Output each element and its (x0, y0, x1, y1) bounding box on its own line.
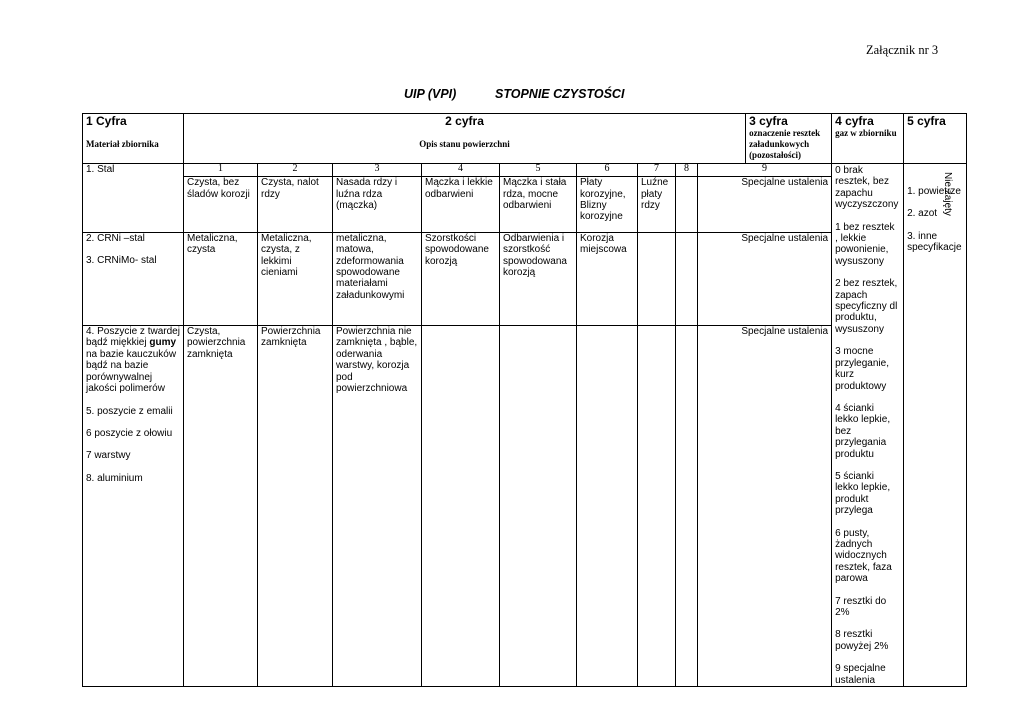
cell-3-4 (422, 326, 500, 687)
residue-7: 7 resztki do 2% (835, 595, 887, 618)
cleanliness-table (82, 113, 967, 687)
cell-2-3: metaliczna, matowa, zdeformowania spowodowane materiałami załadunkowymi (333, 232, 422, 325)
header-row (83, 114, 967, 164)
cell-1-7: Luźne płaty rdzy (638, 177, 676, 233)
c3-title: 3 cyfra (749, 114, 788, 128)
c1-subtitle: Materiał zbiornika (86, 139, 159, 149)
gas-3: 3. inne specyfikacje (907, 230, 962, 254)
cell-1-3: Nasada rdzy i luźna rdza (mączka) (333, 177, 422, 233)
cell-1-4: Mączka i lekkie odbarwieni (422, 177, 500, 233)
subnum: 2 (258, 164, 333, 177)
subnum: 8 (676, 164, 698, 177)
cell-3-7 (638, 326, 676, 687)
material-4-bold: gumy (149, 337, 177, 349)
cell-2-9: Specjalne ustalenia (698, 232, 832, 325)
cell-2-6: Korozja miejscowa (577, 232, 638, 325)
residue-5: 5 ścianki lekko lepkie, produkt przylega (835, 470, 891, 517)
subnum: 9 (698, 164, 832, 177)
header-cyfra-5 (904, 114, 967, 164)
subnum: 6 (577, 164, 638, 177)
cell-2-7 (638, 232, 676, 325)
residue-3: 3 mocne przyleganie, kurz produktowy (835, 346, 889, 392)
cell-2-4: Szorstkości spowodowane korozją (422, 232, 500, 325)
cell-3-1: Czysta, powierzchnia zamknięta (184, 326, 258, 687)
cell-3-9: Specjalne ustalenia (698, 326, 832, 687)
subnumber-row (83, 164, 967, 177)
cell-3-3: Powierzchnia nie zamknięta , bąble, oderwania warstwy, korozja pod powierzchniowa (333, 326, 422, 687)
material-7: 7 warstwy (86, 450, 131, 462)
cell-3-5 (500, 326, 577, 687)
cell-2-2: Metaliczna, czysta, z lekkimi cieniami (258, 232, 333, 325)
residue-4: 4 ścianki lekko lepkie, bez przylegania produktu (835, 402, 891, 460)
c2-title: 2 cyfra (445, 114, 484, 128)
c2-subtitle: Opis stanu powierzchni (419, 139, 510, 149)
material-crnimo: 3. CRNiMo- stal (86, 255, 157, 267)
material-crni-cell (83, 232, 184, 325)
material-stal: 1. Stal (83, 164, 184, 233)
subnum: 5 (500, 164, 577, 177)
material-crni: 2. CRNi –stal (86, 232, 145, 244)
residue-2: 2 bez resztek, zapach specyficzny dl produktu, wysuszony (835, 278, 898, 335)
not-used-label: Nie zajęty (942, 172, 953, 216)
c4-title: 4 cyfra (835, 114, 874, 128)
heading-uip: UIP (VPI) (404, 87, 457, 101)
c5-title: 5 cyfra (907, 114, 946, 128)
material-4: 4. Poszycie z twardej bądź miękkiej gumy na bazie kauczuków bądź na bazie porównywalnej jakości polimerów (86, 326, 180, 395)
gas-1: 1. powietrze (907, 186, 961, 197)
residues-cell (832, 164, 904, 687)
gas-cell (904, 164, 967, 687)
material-8: 8. aluminium (86, 472, 143, 484)
residue-0: 0 brak resztek, bez zapachu wyczyszczony (835, 165, 899, 211)
gas-2: 2. azot (907, 208, 938, 220)
cell-1-5: Mączka i stała rdza, mocne odbarwieni (500, 177, 577, 233)
header-cyfra-3 (746, 114, 832, 164)
subnum: 3 (333, 164, 422, 177)
heading-title: STOPNIE CZYSTOŚCI (495, 87, 625, 101)
cell-3-2: Powierzchnia zamknięta (258, 326, 333, 687)
subnum: 7 (638, 164, 676, 177)
c3-subtitle: oznaczenie resztek załadunkowych (pozostałości) (749, 128, 821, 160)
cell-2-8 (676, 232, 698, 325)
cell-1-2: Czysta, nalot rdzy (258, 177, 333, 233)
annex-label: Załącznik nr 3 (866, 43, 939, 57)
material-5: 5. poszycie z emalii (86, 405, 173, 417)
header-cyfra-4 (832, 114, 904, 164)
cell-2-5: Odbarwienia i szorstkość spowodowana korozją (500, 232, 577, 325)
cell-1-8 (676, 177, 698, 233)
cell-2-1: Metaliczna, czysta (184, 232, 258, 325)
cell-3-6 (577, 326, 638, 687)
residue-8: 8 resztki powyżej 2% (835, 629, 889, 652)
cell-1-1: Czysta, bez śladów korozji (184, 177, 258, 233)
c1-title: 1 Cyfra (86, 114, 127, 128)
subnum: 1 (184, 164, 258, 177)
cell-3-8 (676, 326, 698, 687)
subnum: 4 (422, 164, 500, 177)
cell-1-9: Specjalne ustalenia (698, 177, 832, 233)
cell-1-6: Płaty korozyjne, Blizny korozyjne (577, 177, 638, 233)
material-6: 6 poszycie z ołowiu (86, 427, 173, 439)
residue-6: 6 pusty, żadnych widocznych resztek, faza parowa (835, 527, 892, 585)
residue-9: 9 specjalne ustalenia (835, 663, 886, 686)
header-cyfra-1 (83, 114, 184, 164)
header-cyfra-2 (184, 114, 746, 164)
material-poszycia-cell (83, 326, 184, 687)
c4-subtitle: gaz w zbiorniku (835, 128, 897, 138)
residue-1: 1 bez resztek , lekkie powonienie, wysuszony (835, 221, 895, 267)
